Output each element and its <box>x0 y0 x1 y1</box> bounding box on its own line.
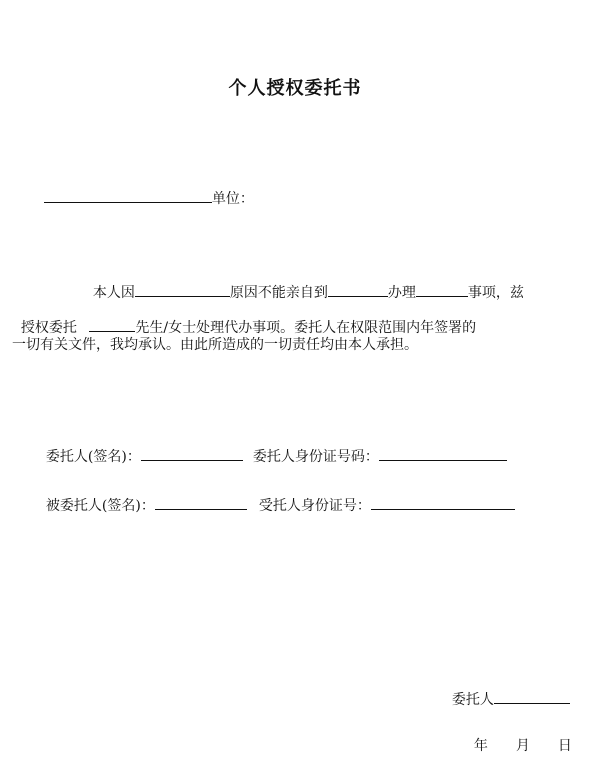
agent-id-blank[interactable] <box>371 497 515 510</box>
reason-blank[interactable] <box>135 284 230 297</box>
footer-signature <box>443 673 570 709</box>
agent-signature-row <box>37 479 515 515</box>
unit-line <box>35 172 254 208</box>
agent-signature-label: 被委托人(签名)： <box>45 498 155 514</box>
body-line-1 <box>84 266 524 302</box>
principal-id-blank[interactable] <box>379 448 507 461</box>
footer-date <box>465 719 572 755</box>
agent-name-blank[interactable] <box>89 319 135 332</box>
body-line1-mid2: 办理 <box>387 285 416 301</box>
footer-month: 月 <box>515 738 530 754</box>
body-line1-suffix: 事项，兹 <box>467 285 524 301</box>
principal-id-label: 委托人身份证号码： <box>252 449 379 465</box>
footer-year: 年 <box>473 738 488 754</box>
principal-signature-blank[interactable] <box>141 448 243 461</box>
agent-id-label: 受托人身份证号： <box>258 498 371 514</box>
footer-principal-blank[interactable] <box>494 691 570 704</box>
unit-label: 单位： <box>211 191 254 207</box>
body-line1-mid1: 原因不能亲自到 <box>229 285 328 301</box>
body-line2-prefix: 授权委托 <box>20 320 82 336</box>
unit-blank[interactable] <box>44 190 212 203</box>
document-title: 个人授权委托书 <box>228 78 362 99</box>
principal-signature-label: 委托人(签名)： <box>45 449 141 465</box>
place-blank[interactable] <box>328 284 388 297</box>
matter-blank[interactable] <box>416 284 468 297</box>
footer-day: 日 <box>557 738 572 754</box>
body-line1-prefix: 本人因 <box>92 285 135 301</box>
body-line-2 <box>12 301 476 337</box>
footer-principal-label: 委托人 <box>451 692 494 708</box>
agent-signature-blank[interactable] <box>155 497 247 510</box>
body-line2-suffix: 先生/女士处理代办事项。委托人在权限范围内年签署的 <box>135 320 477 336</box>
body-line-3: 一切有关文件，我均承认。由此所造成的一切责任均由本人承担。 <box>12 337 418 353</box>
principal-signature-row <box>37 430 507 466</box>
